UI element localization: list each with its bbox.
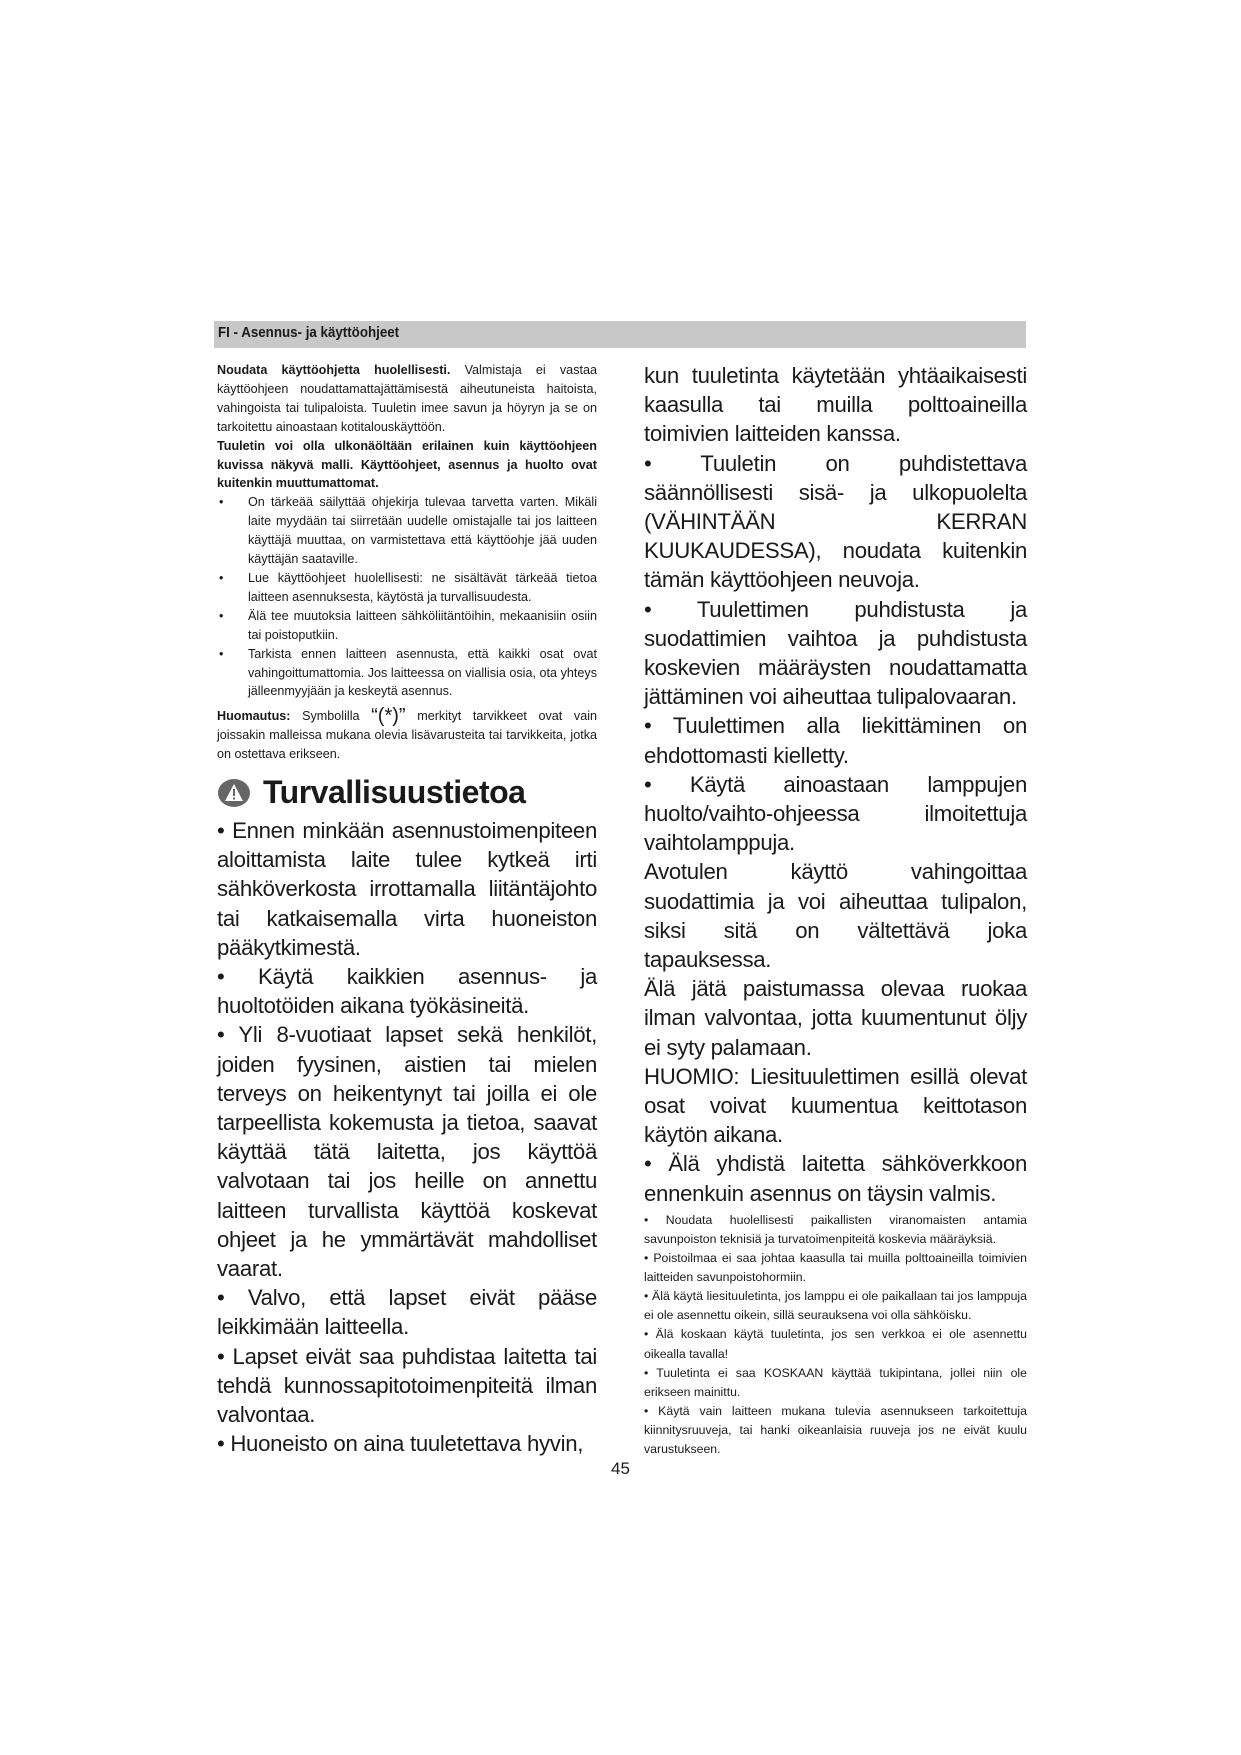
note-paragraph <box>217 707 597 764</box>
safety-left-paragraph: • Yli 8-vuotiaat lapset sekä henkilöt, joiden fyysinen, aistien tai mielen terveys on heikentynyt tai joilla ei ole tarpeellista kokemusta ja tietoa, saavat käyttää tätä laitetta, jos käyttöä valvotaan tai jos heille on annettu laitteen turvallista käyttöä koskevat ohjeet ja he ymmärtävät mahdolliset vaarat. <box>217 1022 597 1282</box>
section-header-title: FI - Asennus- ja käyttöohjeet <box>218 325 400 341</box>
note-label: Huomautus: <box>217 709 291 724</box>
page-number: 45 <box>611 1459 630 1478</box>
section-header-bar <box>214 321 1026 348</box>
list-item: • Lue käyttöohjeet huolellisesti: ne sisältävät tärkeää tietoa laitteen asennuksesta, käytöstä ja turvallisuudesta. <box>217 569 597 607</box>
intro-paragraph-2-bold: Tuuletin voi olla ulkonäöltään erilainen kuin käyttöohjeen kuvissa näkyvä malli. Käyttöohjeet, asennus ja huolto ovat kuitenkin muuttumattomat. <box>217 438 597 491</box>
intro-paragraph-1 <box>217 361 597 437</box>
right-column <box>644 361 1027 1459</box>
safety-right-paragraph: Avotulen käyttö vahingoittaa suodattimia ja voi aiheuttaa tulipalon, siksi sitä on vältettävä joka tapauksessa. <box>644 859 1027 973</box>
safety-right-paragraph: kun tuuletinta käytetään yhtäaikaisesti kaasulla tai muilla polttoaineilla toimivien laitteiden kanssa. <box>644 363 1027 447</box>
safety-right-small-paragraph: • Noudata huolellisesti paikallisten viranomaisten antamia savunpoiston teknisiä ja turvatoimenpiteitä koskevia määräyksiä. <box>644 1212 1027 1246</box>
safety-right-paragraph: • Tuuletin on puhdistettava säännöllisesti sisä- ja ulkopuolelta (VÄHINTÄÄN KERRAN KUUKAUDESSA), noudata kuitenkin tämän käyttöohjeen neuvoja. <box>644 450 1027 593</box>
safety-title: Turvallisuustietoa <box>263 774 526 811</box>
intro-paragraph-1-bold: Noudata käyttöohjetta huolellisesti. <box>217 363 451 377</box>
safety-right-paragraph: • Älä yhdistä laitetta sähköverkkoon ennenkuin asennus on täysin valmis. <box>644 1151 1027 1206</box>
safety-right-paragraph: • Käytä ainoastaan lamppujen huolto/vaihto-ohjeessa ilmoitettuja vaihtolamppuja. <box>644 771 1027 856</box>
list-item: • On tärkeää säilyttää ohjekirja tulevaa tarvetta varten. Mikäli laite myydään tai siirretään uudelle omistajalle tai jos laitteen käyttäjä muuttaa, on varmistettava että käyttöohje jää uuden käyttäjän saataville. <box>217 493 597 569</box>
warning-icon <box>217 778 251 808</box>
safety-left-paragraph: • Ennen minkään asennustoimenpiteen aloittamista laite tulee kytkeä irti sähköverkosta irrottamalla liitäntäjohto tai katkaisemalla virta huoneiston pääkytkimestä. <box>217 818 597 960</box>
safety-right-paragraph: HUOMIO: Liesituulettimen esillä olevat osat voivat kuumentua keittotason käytön aikana. <box>644 1063 1027 1148</box>
safety-left-paragraph: • Lapset eivät saa puhdistaa laitetta tai tehdä kunnossapitotoimenpiteitä ilman valvontaa. <box>217 1343 597 1428</box>
safety-left-paragraph: • Huoneisto on aina tuuletettava hyvin, <box>217 1431 584 1457</box>
list-item: • Tarkista ennen laitteen asennusta, että kaikki osat ovat vahingoittumattomia. Jos laitteessa on viallisia osia, ota yhteys jälleenmyyjään ja keskeytä asennus. <box>217 645 597 702</box>
safety-right-small-paragraph: • Älä käytä liesituuletinta, jos lamppu ei ole paikallaan tai jos lamppuja ei ole asennettu oikein, sillä seurauksena voi olla sähköisku. <box>644 1289 1027 1323</box>
left-column <box>217 361 597 1459</box>
note-post: merkityt tarvikkeet ovat vain joissakin malleissa mukana olevia lisävarusteita tai tarvikkeita, jotka on ostettava erikseen. <box>217 709 598 762</box>
safety-left-paragraph: • Valvo, että lapset eivät pääse leikkimään laitteella. <box>217 1285 597 1340</box>
intro-paragraph-2 <box>217 437 597 494</box>
list-item: • Älä tee muutoksia laitteen sähköliitäntöihin, mekaanisiin osiin tai poistoputkiin. <box>217 607 597 645</box>
safety-right-small-paragraph: • Poistoilmaa ei saa johtaa kaasulla tai muilla polttoaineilla toimivien laitteiden savunpoistohormiin. <box>644 1251 1027 1285</box>
safety-left-paragraph: • Käytä kaikkien asennus- ja huoltotöiden aikana työkäsineitä. <box>217 964 597 1019</box>
note-symbol: “(*)” <box>371 705 406 728</box>
safety-right-paragraph: • Tuulettimen alla liekittäminen on ehdottomasti kielletty. <box>644 713 1027 768</box>
safety-heading <box>217 774 597 811</box>
intro-bullet-list <box>217 493 597 701</box>
safety-right-small-paragraph: • Älä koskaan käytä tuuletinta, jos sen verkkoa ei ole asennettu oikealla tavalla! <box>644 1327 1027 1361</box>
note-pre: Symbolilla <box>290 709 372 724</box>
safety-right-paragraph: • Tuulettimen puhdistusta ja suodattimien vaihtoa ja puhdistusta koskevien määräysten noudattamatta jättäminen voi aiheuttaa tulipalovaaran. <box>644 596 1027 710</box>
safety-right-small-paragraph: • Käytä vain laitteen mukana tulevia asennukseen tarkoitettuja kiinnitysruuveja, tai hanki oikeanlaisia ruuveja jos ne eivät kuulu varustukseen. <box>644 1403 1027 1457</box>
intro-paragraph-1-text: Valmistaja ei vastaa käyttöohjeen noudattamattajättämisestä aiheutuneista haitoista, vahingoista tai tulipaloista. Tuuletin imee savun ja höyryn ja se on tarkoitettu ainoastaan kotitalouskäyttöön. <box>217 363 597 434</box>
safety-right-small-paragraph: • Tuuletinta ei saa KOSKAAN käyttää tukipintana, jollei niin ole erikseen mainittu. <box>644 1365 1027 1399</box>
safety-right-paragraph: Älä jätä paistumassa olevaa ruokaa ilman valvontaa, jotta kuumentunut öljy ei syty palamaan. <box>644 976 1027 1060</box>
